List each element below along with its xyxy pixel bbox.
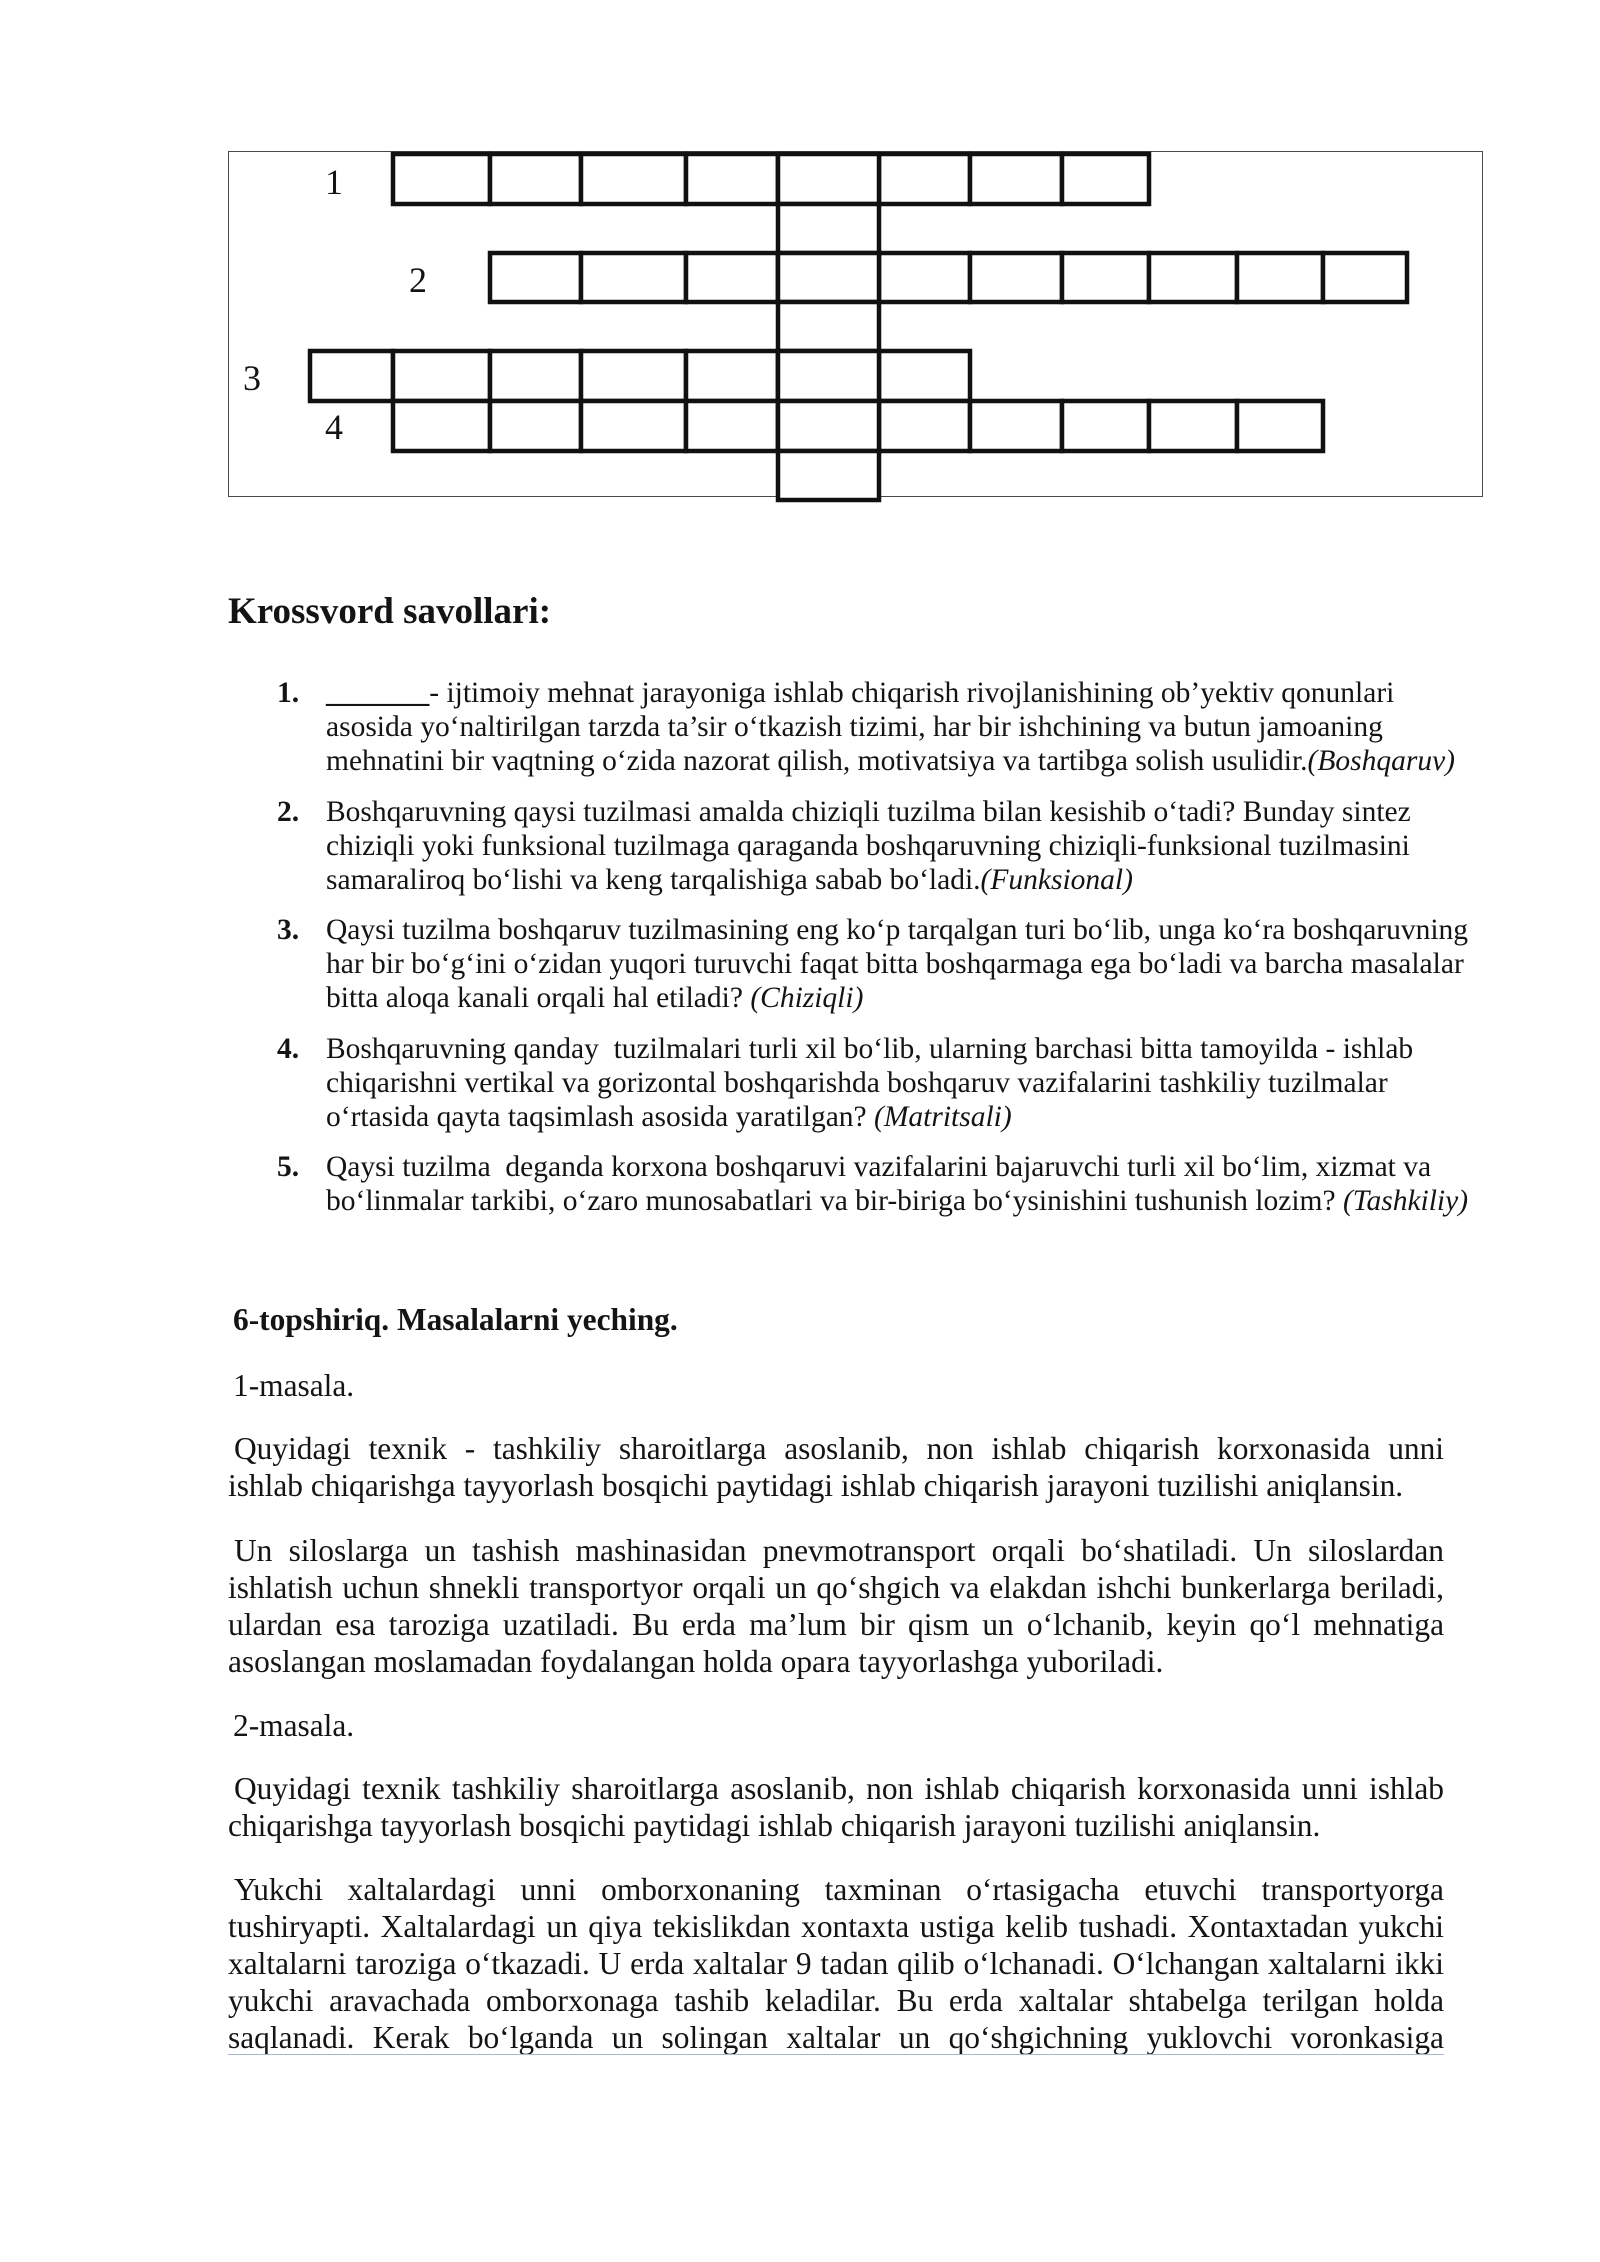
crossword-cell	[1149, 253, 1237, 302]
question-line-text: bo‘linmalar tarkibi, o‘zaro munosabatlari va bir-biriga bo‘ysinishini tushunish lozim?	[326, 1185, 1343, 1217]
question-line	[326, 744, 1455, 778]
question-line-text: Boshqaruvning qaysi tuzilmasi amalda chiziqli tuzilma bilan kesishib o‘tadi? Bunday sintez	[326, 795, 1411, 828]
question-line-text: o‘rtasida qayta taqsimlash asosida yaratilgan?	[326, 1100, 875, 1133]
crossword-cell	[686, 401, 778, 451]
question-answer: (Funksional)	[980, 863, 1133, 896]
question-line-text: Qaysi tuzilma deganda korxona boshqaruvi vazifalarini bajaruvchi turli xil bo‘lim, xizmat va	[326, 1151, 1432, 1183]
crossword-cell	[393, 154, 490, 204]
crossword-cell	[778, 253, 879, 302]
crossword-cell	[393, 351, 490, 401]
question-item	[277, 1150, 1468, 1218]
crossword-cell	[778, 154, 879, 204]
question-item	[277, 676, 1468, 778]
crossword-cell	[970, 401, 1062, 451]
question-line-text: chiziqli yoki funksional tuzilmaga qaraganda boshqaruvning chiziqli-funksional tuzilmasini	[326, 829, 1410, 862]
question-number: 2.	[277, 795, 300, 828]
problem-paragraph	[228, 1532, 1444, 1680]
question-line	[326, 829, 1411, 863]
question-text	[326, 913, 1468, 1015]
question-text	[326, 676, 1455, 778]
crossword-cell	[581, 401, 686, 451]
crossword-number-1: 1	[325, 162, 343, 202]
crossword-number-4: 4	[325, 407, 343, 447]
question-line-text: mehnatini bir vaqtning o‘zida nazorat qilish, motivatsiya va tartibga solish usulidir.	[326, 745, 1308, 777]
crossword-cell	[1149, 401, 1237, 451]
task-heading: 6-topshiriq. Masalalarni yeching.	[233, 1302, 678, 1337]
crossword-cell	[778, 302, 879, 351]
question-line	[326, 795, 1411, 829]
crossword-cell	[970, 154, 1062, 204]
problem-title: 1-masala.	[233, 1368, 355, 1403]
crossword-cell	[970, 253, 1062, 302]
paragraph-line: Quyidagi texnik tashkiliy sharoitlarga asoslanib, non ishlab chiqarish korxonasida unni ishlab	[234, 1771, 1444, 1806]
paragraph-line: asoslangan moslamadan foydalangan holda opara tayyorlashga yuboriladi.	[228, 1644, 1164, 1679]
answer-blank: _______	[326, 677, 430, 709]
crossword-questions-heading: Krossvord savollari:	[228, 591, 552, 632]
crossword-cell	[778, 351, 879, 401]
question-line	[326, 981, 1468, 1015]
question-number: 5.	[277, 1151, 300, 1183]
question-line	[326, 863, 1411, 897]
crossword-cell	[393, 401, 490, 451]
crossword-number-3: 3	[243, 358, 261, 398]
question-line	[326, 1032, 1413, 1066]
underline-rule	[228, 2054, 1444, 2055]
paragraph-line: chiqarishga tayyorlash bosqichi paytidagi ishlab chiqarish jarayoni tuzilishi aniqlansin.	[228, 1808, 1321, 1843]
crossword-cell	[686, 253, 778, 302]
question-line	[326, 676, 1455, 710]
question-answer: (Tashkiliy)	[1342, 1185, 1469, 1217]
crossword-grid	[0, 0, 1600, 520]
crossword-cell	[310, 351, 393, 401]
question-number: 3.	[277, 914, 300, 946]
question-item	[277, 795, 1468, 897]
question-line-text: Boshqaruvning qanday tuzilmalari turli xil bo‘lib, ularning barchasi bitta tamoyilda - ishlab	[326, 1032, 1414, 1065]
question-item	[277, 1032, 1468, 1134]
problem-paragraph	[228, 1871, 1444, 2056]
question-line	[326, 1066, 1413, 1100]
paragraph-line: Un siloslarga un tashish mashinasidan pnevmotransport orqali bo‘shatiladi. Un siloslardan	[234, 1533, 1444, 1568]
problem-paragraph	[228, 1430, 1444, 1504]
question-answer: (Chiziqli)	[750, 982, 864, 1014]
question-line	[326, 913, 1468, 947]
crossword-cell	[490, 351, 581, 401]
crossword-cell	[490, 253, 581, 302]
question-line-text: samaraliroq bo‘lishi va keng tarqalishiga sabab bo‘ladi.	[326, 863, 981, 896]
question-answer: (Boshqaruv)	[1307, 745, 1455, 777]
question-line-text: har bir bo‘g‘ini o‘zidan yuqori turuvchi faqat bitta boshqarmaga ega bo‘ladi va barcha masalalar	[326, 948, 1464, 980]
question-line-text: bitta aloqa kanali orqali hal etiladi?	[326, 982, 751, 1014]
crossword-cell	[1237, 253, 1323, 302]
question-line-text: - ijtimoiy mehnat jarayoniga ishlab chiqarish rivojlanishining ob’yektiv qonunlari	[429, 677, 1395, 709]
paragraph-line: ishlab chiqarishga tayyorlash bosqichi paytidagi ishlab chiqarish jarayoni tuzilishi aniqlansin.	[228, 1468, 1404, 1503]
paragraph-line: ulardan esa taroziga uzatiladi. Bu erda ma’lum bir qism un o‘lchanib, keyin qo‘l mehnatiga	[228, 1607, 1444, 1642]
crossword-cell	[1237, 401, 1323, 451]
question-text	[326, 1032, 1413, 1134]
crossword-cell	[879, 154, 970, 204]
crossword-cell	[686, 351, 778, 401]
crossword-cell	[1062, 401, 1149, 451]
question-line	[326, 1150, 1468, 1184]
problem-title: 2-masala.	[233, 1708, 355, 1743]
paragraph-line: yukchi aravachada omborxonaga tashib keladilar. Bu erda xaltalar shtabelga terilgan holda	[228, 1983, 1444, 2018]
question-line	[326, 1100, 1413, 1134]
question-line	[326, 1184, 1468, 1218]
crossword-cell	[879, 253, 970, 302]
question-answer: (Matritsali)	[874, 1100, 1012, 1133]
question-line-text: chiqarishni vertikal va gorizontal boshqarishda boshqaruv vazifalarini tashkiliy tuzilmalar	[326, 1066, 1388, 1099]
crossword-cell	[879, 401, 970, 451]
crossword-cell	[1323, 253, 1407, 302]
crossword-cell	[1062, 253, 1149, 302]
crossword-cell	[1062, 154, 1149, 204]
question-number: 4.	[277, 1032, 300, 1065]
crossword-cell	[581, 253, 686, 302]
problem-paragraph	[228, 1770, 1444, 1844]
question-line-text: Qaysi tuzilma boshqaruv tuzilmasining eng ko‘p tarqalgan turi bo‘lib, unga ko‘ra boshqaruvning	[326, 914, 1469, 946]
paragraph-line: Quyidagi texnik - tashkiliy sharoitlarga asoslanib, non ishlab chiqarish korxonasida unni	[234, 1431, 1444, 1466]
paragraph-line: xaltalarni taroziga o‘tkazadi. U erda xaltalar 9 tadan qilib o‘lchanadi. O‘lchangan xaltalarni ikki	[228, 1946, 1444, 1981]
question-item	[277, 913, 1468, 1015]
question-number: 1.	[277, 677, 300, 709]
paragraph-line: Yukchi xaltalardagi unni omborxonaning taxminan o‘rtasigacha etuvchi transportyorga	[234, 1872, 1444, 1907]
question-line	[326, 710, 1455, 744]
question-line-text: asosida yo‘naltirilgan tarzda ta’sir o‘tkazish tizimi, har bir ishchining va butun jamoaning	[326, 711, 1383, 743]
crossword-cell	[490, 154, 581, 204]
crossword-cell	[778, 401, 879, 451]
paragraph-line: tushiryapti. Xaltalardagi un qiya tekislikdan xontaxta ustiga kelib tushadi. Xontaxtadan yukchi	[228, 1909, 1444, 1944]
crossword-cell	[879, 351, 970, 401]
paragraph-line: saqlanadi. Kerak bo‘lganda un solingan xaltalar un qo‘shgichning yuklovchi voronkasiga	[228, 2020, 1444, 2055]
crossword-cell	[778, 451, 879, 500]
crossword-questions-list	[277, 676, 1468, 1235]
crossword-cell	[686, 154, 778, 204]
question-line	[326, 947, 1468, 981]
crossword-cell	[490, 401, 581, 451]
crossword-cell	[778, 204, 879, 253]
crossword-number-2: 2	[409, 260, 427, 300]
crossword-cell	[581, 154, 686, 204]
crossword-cell	[581, 351, 686, 401]
question-text	[326, 1150, 1468, 1218]
paragraph-line: ishlatish uchun shnekli transportyor orqali un qo‘shgich va elakdan ishchi bunkerlarga beriladi,	[228, 1570, 1444, 1605]
question-text	[326, 795, 1411, 897]
